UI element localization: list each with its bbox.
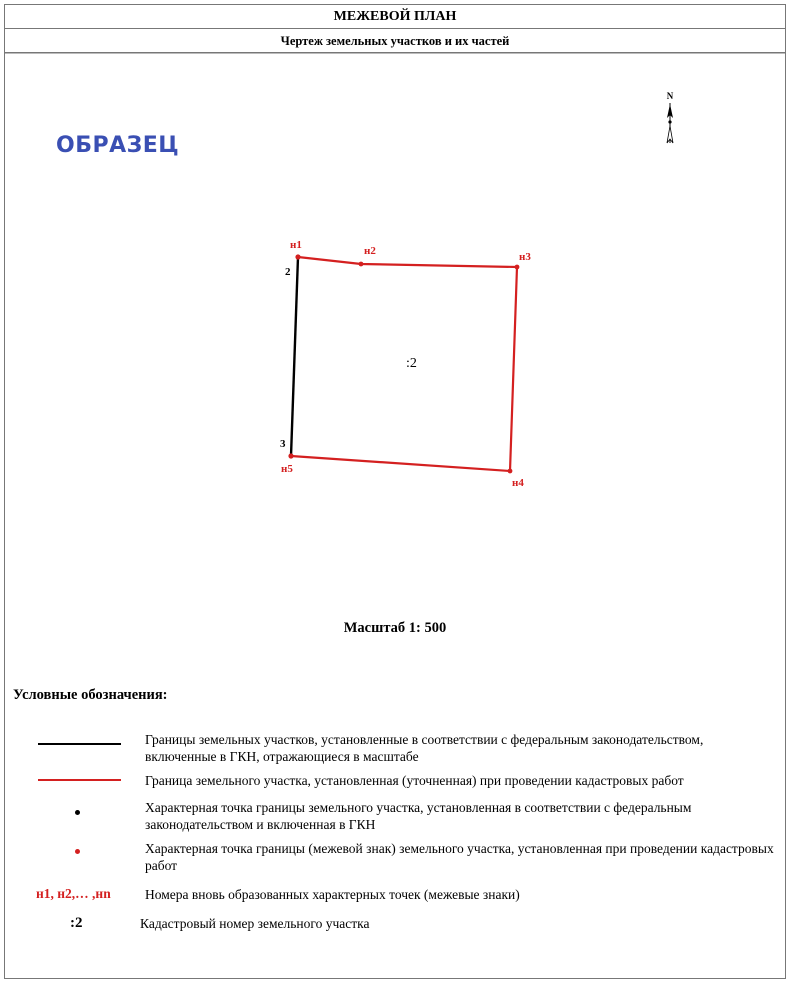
legend-red-line-icon (38, 779, 121, 781)
point-n1 (295, 254, 300, 259)
scale-label: Масштаб 1: 500 (343, 620, 447, 636)
legend-text-existing-boundary: Границы земельных участков, установленные в соответствии с федеральным законодательством, включенные в ГКН, отражающиеся в масштабе (145, 732, 704, 764)
parcel-number: :2 (406, 356, 417, 371)
point-label-n4: н4 (512, 477, 524, 489)
legend-text-existing-point: Характерная точка границы земельного участка, установленная в соответствии с федеральным законодательством и включенная в ГКН (145, 800, 692, 832)
existing-boundary-line (291, 257, 298, 456)
legend-text-parcel-number: Кадастровый номер земельного участка (140, 916, 370, 931)
north-label: N (666, 91, 674, 101)
point-label-n3: н3 (519, 251, 531, 263)
legend-text-new-point: Характерная точка границы (межевой знак) земельного участка, установленная при проведении кадастровых работ (145, 841, 774, 873)
watermark-sample: ОБРАЗЕЦ (56, 133, 180, 158)
page-subtitle: Чертеж земельных участков и их частей (5, 30, 785, 53)
legend-red-dot-icon (75, 849, 80, 854)
new-boundary-line (291, 257, 517, 471)
page-title: МЕЖЕВОЙ ПЛАН (5, 5, 785, 29)
point-label-3: 3 (280, 438, 286, 450)
point-n3 (515, 265, 520, 270)
legend-black-line-icon (38, 743, 121, 745)
point-n5 (288, 453, 293, 458)
point-n4 (508, 469, 513, 474)
legend-title: Условные обозначения: (13, 687, 168, 703)
point-label-n1: н1 (290, 239, 302, 251)
legend-parcel-number-symbol: :2 (70, 915, 83, 931)
point-label-n2: н2 (364, 245, 376, 257)
point-label-2: 2 (285, 266, 291, 278)
legend-black-dot-icon (75, 810, 80, 815)
point-n2 (359, 262, 364, 267)
legend-text-point-numbers: Номера вновь образованных характерных точек (межевые знаки) (145, 887, 520, 902)
point-label-n5: н5 (281, 463, 293, 475)
legend-point-numbers-symbol: н1, н2,… ,нn (36, 886, 111, 901)
legend-text-new-boundary: Граница земельного участка, установленная (уточненная) при проведении кадастровых работ (145, 773, 684, 788)
